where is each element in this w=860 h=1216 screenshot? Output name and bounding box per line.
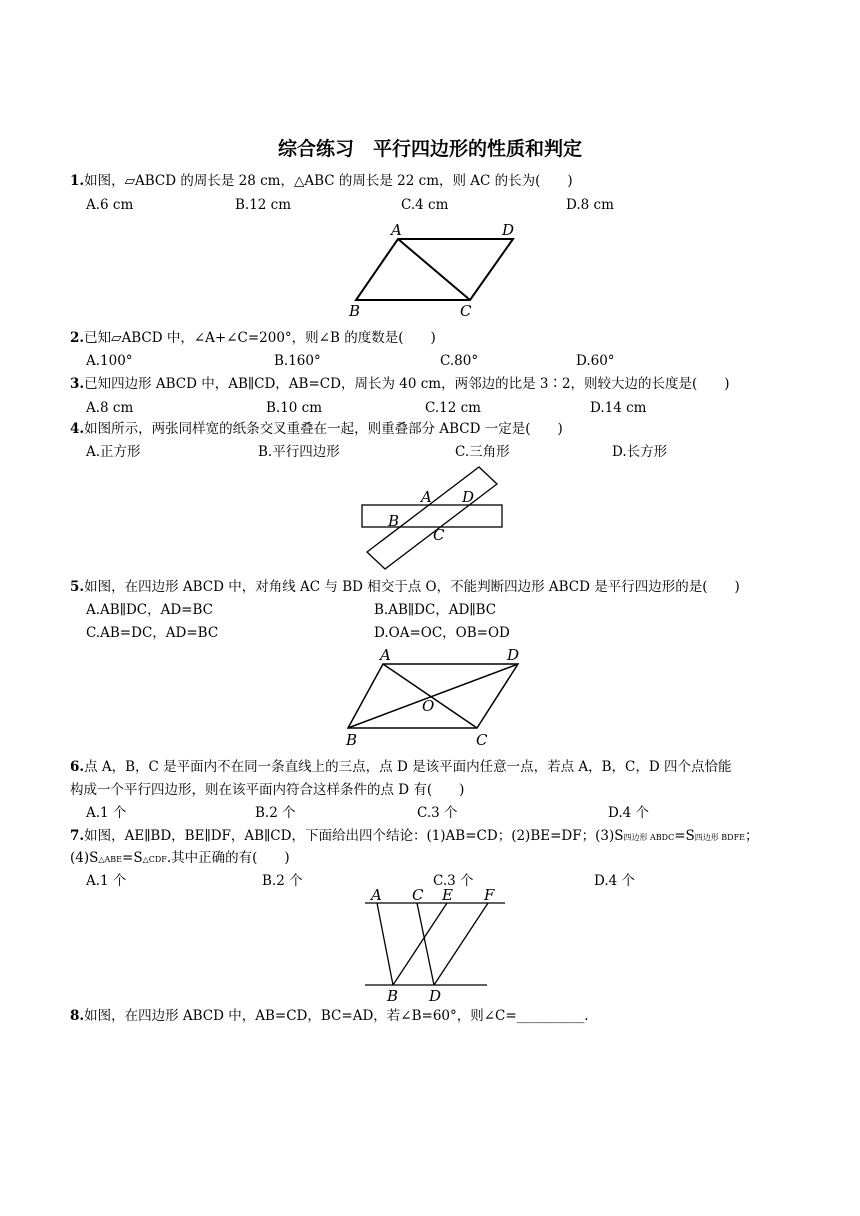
q1-figure [340,218,530,320]
question-number: 5. [70,579,85,595]
q4-option-b: B.平行四边形 [258,444,340,460]
question-number: 7. [70,828,85,844]
q4-option-a: A.正方形 [86,444,141,460]
label-f: F [484,886,495,904]
question-number: 4. [70,421,85,437]
label-a: A [391,221,402,239]
label-b: B [387,987,399,1004]
label-o: O [422,697,435,715]
label-a: A [371,886,382,904]
question-number: 8. [70,1008,85,1024]
question-8 [70,1007,589,1025]
question-text: 如图所示，两张同样宽的纸条交叉重叠在一起，则重叠部分 ABCD 一定是( ) [84,421,563,437]
question-5 [70,578,740,596]
q2-option-d: D.60° [576,353,615,369]
label-b: B [388,512,400,530]
question-text-line1: 点 A，B，C 是平面内不在同一条直线上的三点，点 D 是该平面内任意一点，若点 A，B，C，D 四个点恰能 [84,759,732,775]
label-a: A [380,646,391,664]
question-6 [70,758,732,776]
question-text: 如图，▱ABCD 的周长是 28 cm，△ABC 的周长是 22 cm，则 AC 的长为( ) [84,173,573,189]
question-text: =S [674,828,695,844]
question-text: 如图，AE∥BD，BE∥DF，AB∥CD，下面给出四个结论：(1)AB=CD；(2)BE=DF；(3)S [84,828,624,844]
label-a: A [421,488,432,506]
label-b: B [349,302,361,320]
q5-figure [340,644,530,750]
question-6-line2: 构成一个平行四边形，则在该平面内符合这样条件的点 D 有( ) [70,782,465,798]
question-number: 2. [70,330,85,346]
question-text: 已知四边形 ABCD 中，AB∥CD，AB=CD，周长为 40 cm，两邻边的比是 3∶2，则较大边的长度是( ) [84,376,730,392]
q2-option-b: B.160° [274,353,321,369]
question-2 [70,329,436,347]
question-7 [70,827,759,847]
question-text: 如图，在四边形 ABCD 中，AB=CD，BC=AD，若∠B=60°，则∠C=__________. [84,1008,589,1024]
question-4 [70,420,563,438]
q3-option-a: A.8 cm [86,400,134,416]
question-text: 已知▱ABCD 中，∠A+∠C=200°，则∠B 的度数是( ) [84,330,436,346]
diagonal-strip [367,467,497,569]
diagonal-bd [348,664,518,728]
question-number: 3. [70,376,85,392]
q7-option-c: C.3 个 [433,873,474,889]
q5-option-b: B.AB∥DC，AD∥BC [374,602,497,618]
subscript: 四边形 ABDC [623,833,675,842]
label-c: C [433,526,445,544]
question-number: 1. [70,173,85,189]
segment-ab [377,903,393,985]
q7-option-a: A.1 个 [86,873,127,889]
label-b: B [346,731,358,749]
q4-figure [355,465,510,573]
q2-option-a: A.100° [86,353,133,369]
question-3 [70,375,730,393]
label-c: C [412,886,424,904]
subscript: △CDF [142,855,167,864]
question-number: 6. [70,759,85,775]
question-1 [70,172,573,190]
q5-option-a: A.AB∥DC，AD=BC [86,602,213,618]
q2-option-c: C.80° [440,353,479,369]
q1-option-b: B.12 cm [235,197,292,213]
q7-figure [355,884,515,1004]
page-title: 综合练习 平行四边形的性质和判定 [277,138,582,160]
diagonal-ac [398,239,470,300]
question-text: ； [745,828,759,844]
q3-option-b: B.10 cm [266,400,323,416]
label-d: D [507,646,520,664]
subscript: 四边形 BDFE [694,833,745,842]
q1-option-d: D.8 cm [566,197,614,213]
q5-option-d: D.OA=OC，OB=OD [374,625,510,641]
diagonal-ac [383,664,477,728]
label-d: D [462,488,475,506]
q4-option-d: D.长方形 [612,444,668,460]
question-text: =S [122,850,143,866]
q7-option-d: D.4 个 [594,873,636,889]
q6-option-a: A.1 个 [86,805,127,821]
q6-option-b: B.2 个 [255,805,296,821]
label-c: C [460,302,472,320]
question-text: 如图，在四边形 ABCD 中，对角线 AC 与 BD 相交于点 O，不能判断四边形 ABCD 是平行四边形的是( ) [84,579,740,595]
segment-df [434,903,488,985]
q3-option-d: D.14 cm [590,400,647,416]
question-7-line2 [70,849,290,869]
q6-option-c: C.3 个 [417,805,458,821]
label-c: C [476,731,488,749]
label-d: D [429,987,442,1004]
q6-option-d: D.4 个 [608,805,650,821]
subscript: △ABE [98,855,123,864]
label-e: E [442,886,453,904]
q1-option-c: C.4 cm [401,197,449,213]
q3-option-c: C.12 cm [425,400,481,416]
q5-option-c: C.AB=DC，AD=BC [86,625,219,641]
label-d: D [502,221,515,239]
q4-option-c: C.三角形 [455,444,510,460]
question-text: .其中正确的有( ) [166,850,290,866]
question-text: (4)S [70,850,99,866]
q7-option-b: B.2 个 [262,873,303,889]
q1-option-a: A.6 cm [86,197,134,213]
horizontal-strip [362,505,502,527]
